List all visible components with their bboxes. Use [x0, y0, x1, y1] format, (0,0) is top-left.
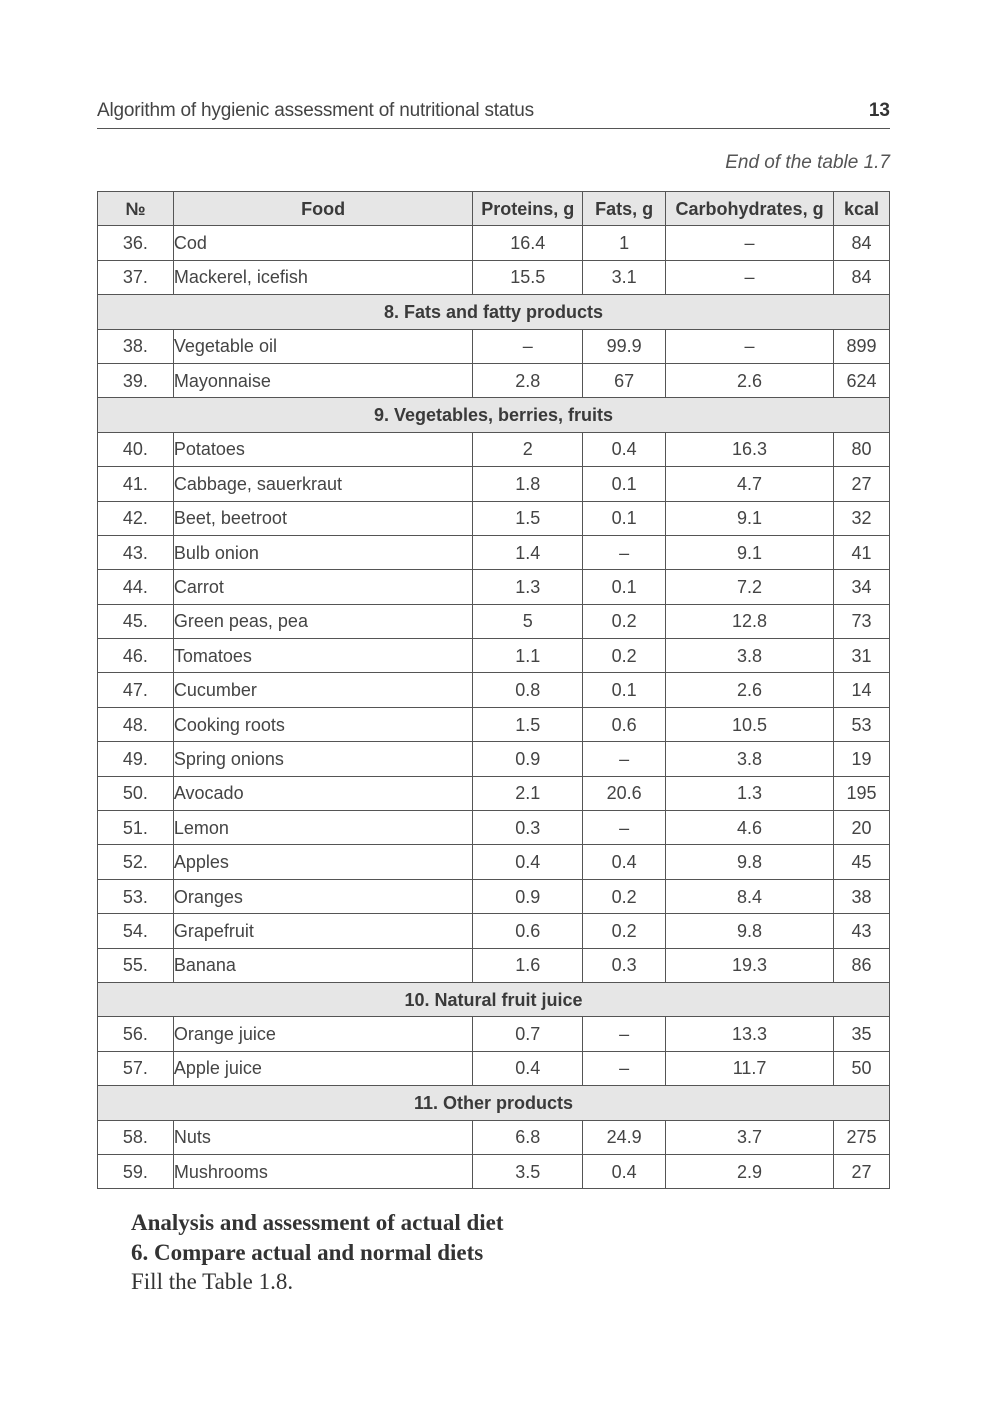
- kcal-value: 50: [834, 1051, 890, 1085]
- column-header-number: №: [98, 192, 174, 226]
- food-name: Carrot: [173, 570, 472, 604]
- fats-value: 0.2: [583, 604, 666, 638]
- table-row: [98, 1120, 890, 1154]
- running-title: Algorithm of hygienic assessment of nutritional status: [97, 100, 534, 121]
- carbohydrates-value: 11.7: [666, 1051, 834, 1085]
- food-name: Cod: [173, 226, 472, 260]
- fats-value: 1: [583, 226, 666, 260]
- carbohydrates-value: 9.1: [666, 501, 834, 535]
- carbohydrates-value: 7.2: [666, 570, 834, 604]
- table-row: [98, 879, 890, 913]
- fats-value: –: [583, 535, 666, 569]
- section-title: 11. Other products: [98, 1086, 890, 1120]
- fats-value: 0.2: [583, 639, 666, 673]
- proteins-value: 1.4: [473, 535, 583, 569]
- table-row: [98, 604, 890, 638]
- fats-value: 0.2: [583, 879, 666, 913]
- column-header-kcal: kcal: [834, 192, 890, 226]
- footer-text: [131, 1208, 504, 1297]
- kcal-value: 41: [834, 535, 890, 569]
- carbohydrates-value: 3.7: [666, 1120, 834, 1154]
- table-row: [98, 467, 890, 501]
- column-header-food: Food: [173, 192, 472, 226]
- carbohydrates-value: 1.3: [666, 776, 834, 810]
- carbohydrates-value: 9.1: [666, 535, 834, 569]
- food-name: Tomatoes: [173, 639, 472, 673]
- carbohydrates-value: 10.5: [666, 707, 834, 741]
- food-name: Potatoes: [173, 432, 472, 466]
- carbohydrates-value: 3.8: [666, 639, 834, 673]
- kcal-value: 53: [834, 707, 890, 741]
- table-row: [98, 1154, 890, 1188]
- nutrition-table: [97, 191, 890, 1189]
- fats-value: –: [583, 1051, 666, 1085]
- carbohydrates-value: 4.6: [666, 811, 834, 845]
- kcal-value: 27: [834, 1154, 890, 1188]
- proteins-value: 1.5: [473, 707, 583, 741]
- row-number: 45.: [98, 604, 174, 638]
- table-row: [98, 570, 890, 604]
- column-header-fats: Fats, g: [583, 192, 666, 226]
- section-title: 9. Vegetables, berries, fruits: [98, 398, 890, 432]
- proteins-value: 0.6: [473, 914, 583, 948]
- column-header-carbohydrates: Carbohydrates, g: [666, 192, 834, 226]
- carbohydrates-value: 9.8: [666, 845, 834, 879]
- fats-value: –: [583, 1017, 666, 1051]
- row-number: 54.: [98, 914, 174, 948]
- row-number: 42.: [98, 501, 174, 535]
- proteins-value: 1.5: [473, 501, 583, 535]
- table-row: [98, 639, 890, 673]
- table-row: [98, 845, 890, 879]
- table-row: [98, 501, 890, 535]
- food-name: Spring onions: [173, 742, 472, 776]
- kcal-value: 34: [834, 570, 890, 604]
- table-row: [98, 363, 890, 397]
- table-row: [98, 776, 890, 810]
- row-number: 51.: [98, 811, 174, 845]
- kcal-value: 899: [834, 329, 890, 363]
- food-name: Oranges: [173, 879, 472, 913]
- row-number: 40.: [98, 432, 174, 466]
- row-number: 52.: [98, 845, 174, 879]
- proteins-value: 1.8: [473, 467, 583, 501]
- table-row: [98, 707, 890, 741]
- table-row: [98, 432, 890, 466]
- carbohydrates-value: 9.8: [666, 914, 834, 948]
- table-caption: End of the table 1.7: [725, 152, 890, 173]
- kcal-value: 195: [834, 776, 890, 810]
- fats-value: 0.6: [583, 707, 666, 741]
- carbohydrates-value: –: [666, 260, 834, 294]
- proteins-value: 16.4: [473, 226, 583, 260]
- proteins-value: 0.8: [473, 673, 583, 707]
- page-number: 13: [868, 100, 890, 121]
- food-name: Apples: [173, 845, 472, 879]
- fats-value: 0.1: [583, 467, 666, 501]
- carbohydrates-value: 19.3: [666, 948, 834, 982]
- row-number: 50.: [98, 776, 174, 810]
- row-number: 46.: [98, 639, 174, 673]
- food-name: Cabbage, sauerkraut: [173, 467, 472, 501]
- row-number: 58.: [98, 1120, 174, 1154]
- fats-value: –: [583, 742, 666, 776]
- fats-value: 0.4: [583, 845, 666, 879]
- row-number: 39.: [98, 363, 174, 397]
- food-name: Mayonnaise: [173, 363, 472, 397]
- table-row: [98, 914, 890, 948]
- footer-heading: Analysis and assessment of actual diet: [131, 1210, 504, 1235]
- row-number: 37.: [98, 260, 174, 294]
- proteins-value: 1.6: [473, 948, 583, 982]
- food-name: Green peas, pea: [173, 604, 472, 638]
- proteins-value: 15.5: [473, 260, 583, 294]
- kcal-value: 38: [834, 879, 890, 913]
- proteins-value: 2.1: [473, 776, 583, 810]
- fats-value: 0.3: [583, 948, 666, 982]
- carbohydrates-value: 2.9: [666, 1154, 834, 1188]
- proteins-value: 1.3: [473, 570, 583, 604]
- row-number: 59.: [98, 1154, 174, 1188]
- section-row: [98, 982, 890, 1016]
- kcal-value: 45: [834, 845, 890, 879]
- table-body: [98, 226, 890, 1189]
- row-number: 55.: [98, 948, 174, 982]
- section-title: 10. Natural fruit juice: [98, 982, 890, 1016]
- proteins-value: 0.3: [473, 811, 583, 845]
- kcal-value: 624: [834, 363, 890, 397]
- carbohydrates-value: 2.6: [666, 673, 834, 707]
- section-row: [98, 398, 890, 432]
- food-name: Avocado: [173, 776, 472, 810]
- row-number: 48.: [98, 707, 174, 741]
- carbohydrates-value: 2.6: [666, 363, 834, 397]
- row-number: 53.: [98, 879, 174, 913]
- kcal-value: 19: [834, 742, 890, 776]
- food-name: Beet, beetroot: [173, 501, 472, 535]
- food-name: Mushrooms: [173, 1154, 472, 1188]
- kcal-value: 73: [834, 604, 890, 638]
- proteins-value: 2: [473, 432, 583, 466]
- table-row: [98, 535, 890, 569]
- row-number: 57.: [98, 1051, 174, 1085]
- row-number: 41.: [98, 467, 174, 501]
- proteins-value: 1.1: [473, 639, 583, 673]
- fats-value: 67: [583, 363, 666, 397]
- fats-value: 0.1: [583, 673, 666, 707]
- column-header-proteins: Proteins, g: [473, 192, 583, 226]
- fats-value: 99.9: [583, 329, 666, 363]
- fats-value: 20.6: [583, 776, 666, 810]
- table-row: [98, 673, 890, 707]
- proteins-value: –: [473, 329, 583, 363]
- row-number: 36.: [98, 226, 174, 260]
- proteins-value: 2.8: [473, 363, 583, 397]
- food-name: Nuts: [173, 1120, 472, 1154]
- row-number: 44.: [98, 570, 174, 604]
- proteins-value: 6.8: [473, 1120, 583, 1154]
- carbohydrates-value: –: [666, 329, 834, 363]
- food-name: Cooking roots: [173, 707, 472, 741]
- food-name: Mackerel, icefish: [173, 260, 472, 294]
- food-name: Bulb onion: [173, 535, 472, 569]
- fats-value: 0.4: [583, 1154, 666, 1188]
- fats-value: –: [583, 811, 666, 845]
- food-name: Grapefruit: [173, 914, 472, 948]
- carbohydrates-value: –: [666, 226, 834, 260]
- carbohydrates-value: 8.4: [666, 879, 834, 913]
- proteins-value: 0.4: [473, 1051, 583, 1085]
- carbohydrates-value: 13.3: [666, 1017, 834, 1051]
- row-number: 56.: [98, 1017, 174, 1051]
- food-name: Apple juice: [173, 1051, 472, 1085]
- food-name: Banana: [173, 948, 472, 982]
- food-name: Cucumber: [173, 673, 472, 707]
- table-row: [98, 226, 890, 260]
- proteins-value: 3.5: [473, 1154, 583, 1188]
- fats-value: 0.1: [583, 501, 666, 535]
- table-row: [98, 329, 890, 363]
- kcal-value: 84: [834, 226, 890, 260]
- kcal-value: 31: [834, 639, 890, 673]
- row-number: 43.: [98, 535, 174, 569]
- footer-subheading: 6. Compare actual and normal diets: [131, 1239, 484, 1265]
- kcal-value: 35: [834, 1017, 890, 1051]
- section-row: [98, 1086, 890, 1120]
- proteins-value: 0.7: [473, 1017, 583, 1051]
- food-name: Orange juice: [173, 1017, 472, 1051]
- section-title: 8. Fats and fatty products: [98, 295, 890, 329]
- table-row: [98, 260, 890, 294]
- running-header: [97, 98, 890, 129]
- kcal-value: 86: [834, 948, 890, 982]
- fats-value: 0.1: [583, 570, 666, 604]
- table-row: [98, 1017, 890, 1051]
- table-row: [98, 742, 890, 776]
- food-name: Lemon: [173, 811, 472, 845]
- fats-value: 0.2: [583, 914, 666, 948]
- food-name: Vegetable oil: [173, 329, 472, 363]
- table-row: [98, 811, 890, 845]
- kcal-value: 43: [834, 914, 890, 948]
- row-number: 47.: [98, 673, 174, 707]
- fats-value: 3.1: [583, 260, 666, 294]
- carbohydrates-value: 3.8: [666, 742, 834, 776]
- fats-value: 0.4: [583, 432, 666, 466]
- proteins-value: 0.9: [473, 742, 583, 776]
- kcal-value: 32: [834, 501, 890, 535]
- kcal-value: 14: [834, 673, 890, 707]
- carbohydrates-value: 12.8: [666, 604, 834, 638]
- row-number: 49.: [98, 742, 174, 776]
- footer-instruction: Fill the Table 1.8.: [131, 1269, 294, 1294]
- table-row: [98, 1051, 890, 1085]
- kcal-value: 27: [834, 467, 890, 501]
- proteins-value: 0.4: [473, 845, 583, 879]
- carbohydrates-value: 16.3: [666, 432, 834, 466]
- row-number: 38.: [98, 329, 174, 363]
- kcal-value: 20: [834, 811, 890, 845]
- carbohydrates-value: 4.7: [666, 467, 834, 501]
- proteins-value: 5: [473, 604, 583, 638]
- table-header-row: [98, 192, 890, 226]
- kcal-value: 84: [834, 260, 890, 294]
- fats-value: 24.9: [583, 1120, 666, 1154]
- section-row: [98, 295, 890, 329]
- kcal-value: 275: [834, 1120, 890, 1154]
- proteins-value: 0.9: [473, 879, 583, 913]
- kcal-value: 80: [834, 432, 890, 466]
- table-row: [98, 948, 890, 982]
